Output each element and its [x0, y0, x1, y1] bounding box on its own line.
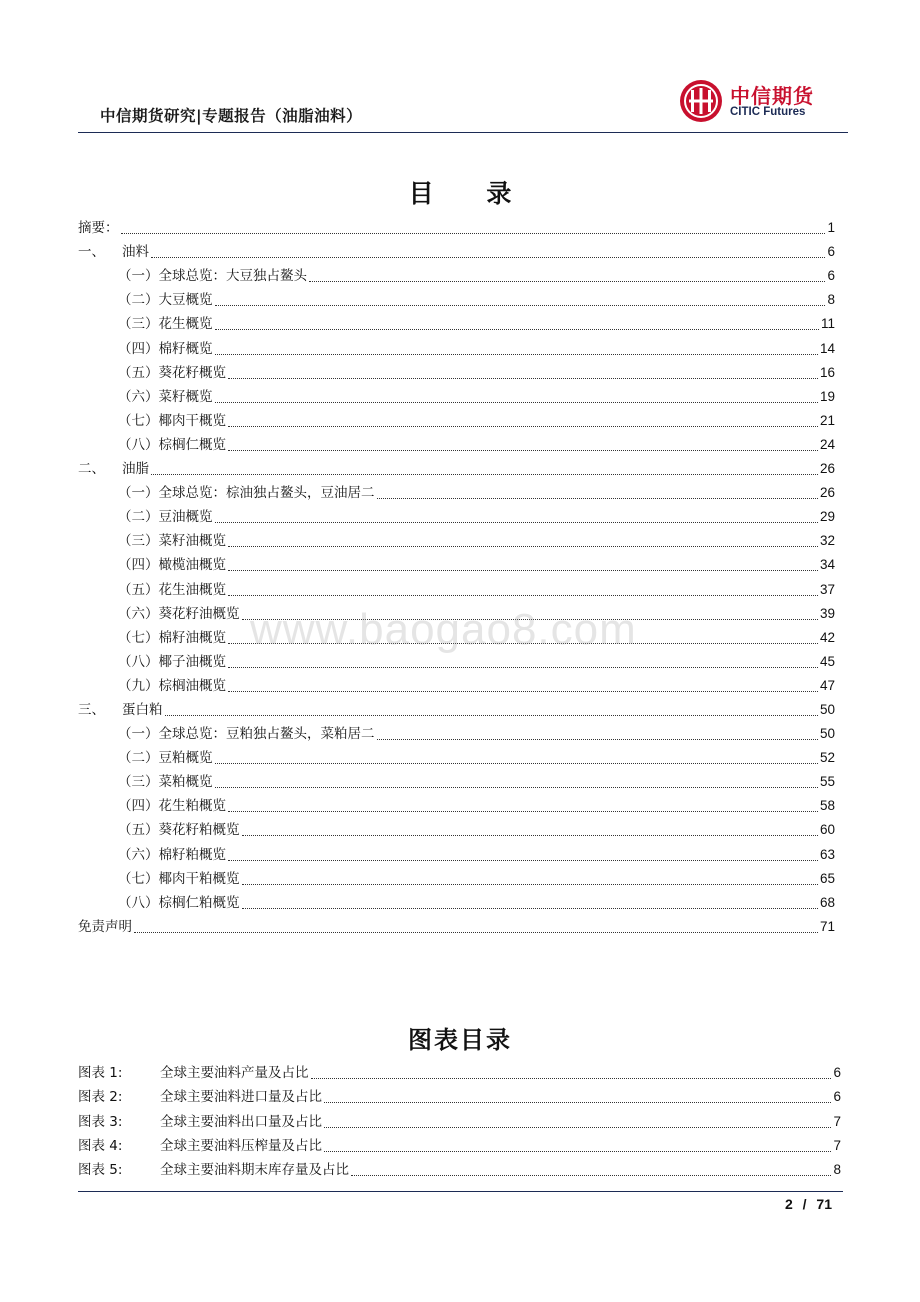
toc-entry-number: 三、 — [78, 701, 105, 718]
toc-entry[interactable] — [78, 312, 835, 336]
toc-entry[interactable] — [78, 336, 835, 360]
toc-entry[interactable] — [78, 722, 835, 746]
toc-entry-label: （五）花生油概览 — [118, 581, 226, 598]
toc-entry-label: （四）棉籽概览 — [118, 340, 213, 357]
figure-leader-dots — [324, 1101, 831, 1103]
toc-leader-dots — [121, 232, 826, 234]
toc-entry[interactable] — [78, 842, 835, 866]
toc-leader-dots — [242, 907, 818, 909]
toc-leader-dots — [228, 377, 818, 379]
toc-list — [78, 216, 835, 939]
toc-entry-page: 16 — [819, 364, 835, 380]
toc-entry[interactable] — [78, 794, 835, 818]
toc-leader-dots — [377, 738, 818, 740]
toc-entry-page: 60 — [819, 822, 835, 838]
figure-entry-page: 7 — [833, 1113, 841, 1129]
toc-entry-label: （三）菜粕概览 — [118, 774, 213, 791]
toc-entry-page: 58 — [819, 798, 835, 814]
toc-entry-label: （七）棉籽油概览 — [118, 629, 226, 646]
toc-entry-page: 52 — [819, 750, 835, 766]
toc-entry-page: 24 — [819, 436, 835, 452]
citic-logo-icon — [678, 78, 724, 124]
toc-entry-number: 一、 — [78, 244, 105, 261]
toc-entry-page: 55 — [819, 774, 835, 790]
toc-entry[interactable] — [78, 577, 835, 601]
toc-entry-label: （七）椰肉干概览 — [118, 412, 226, 429]
toc-entry-label: （一）全球总览：豆粕独占鳌头，菜粕居二 — [118, 726, 375, 743]
figure-list-title: 图表目录 — [408, 1026, 512, 1054]
toc-entry-page: 26 — [819, 485, 835, 501]
toc-entry-label: 免责声明 — [78, 918, 132, 935]
toc-entry-label: （六）菜籽概览 — [118, 388, 213, 405]
figure-leader-dots — [311, 1077, 832, 1079]
figure-entry-label: 全球主要油料压榨量及占比 — [160, 1137, 322, 1154]
toc-leader-dots — [228, 810, 818, 812]
toc-leader-dots — [215, 762, 818, 764]
toc-entry-label: （二）豆油概览 — [118, 509, 213, 526]
toc-entry-page: 63 — [819, 846, 835, 862]
toc-entry[interactable] — [78, 457, 835, 481]
toc-entry[interactable] — [78, 409, 835, 433]
toc-leader-dots — [309, 280, 825, 282]
toc-entry-label: （三）菜籽油概览 — [118, 533, 226, 550]
toc-entry[interactable] — [78, 891, 835, 915]
figure-entry-label: 全球主要油料进口量及占比 — [160, 1089, 322, 1106]
page-total: 71 — [816, 1196, 832, 1212]
toc-leader-dots — [165, 714, 818, 716]
toc-entry-page: 19 — [819, 388, 835, 404]
figure-entry-page: 6 — [833, 1089, 841, 1105]
toc-entry[interactable] — [78, 674, 835, 698]
toc-entry-page: 71 — [819, 918, 835, 934]
toc-entry[interactable] — [78, 264, 835, 288]
figure-entry-number: 图表 2: — [78, 1089, 123, 1106]
figure-entry-label: 全球主要油料产量及占比 — [160, 1065, 309, 1082]
toc-leader-dots — [242, 834, 818, 836]
toc-entry-label: （二）豆粕概览 — [118, 750, 213, 767]
toc-leader-dots — [228, 859, 818, 861]
toc-leader-dots — [151, 256, 825, 258]
header-title: 中信期货研究|专题报告（油脂油料） — [100, 107, 363, 125]
toc-entry-page: 32 — [819, 533, 835, 549]
toc-entry-page: 50 — [819, 701, 835, 717]
toc-leader-dots — [228, 569, 818, 571]
toc-leader-dots — [215, 786, 818, 788]
figure-entry-label: 全球主要油料出口量及占比 — [160, 1113, 322, 1130]
toc-leader-dots — [242, 883, 818, 885]
toc-entry-label: 油料 — [122, 244, 149, 261]
toc-entry-label: （七）椰肉干粕概览 — [118, 870, 240, 887]
toc-leader-dots — [215, 401, 818, 403]
toc-entry[interactable] — [78, 529, 835, 553]
toc-entry[interactable] — [78, 433, 835, 457]
toc-entry[interactable] — [78, 553, 835, 577]
figure-entry[interactable] — [78, 1109, 841, 1133]
toc-leader-dots — [151, 473, 818, 475]
toc-entry[interactable] — [78, 216, 835, 240]
toc-entry[interactable] — [78, 361, 835, 385]
toc-entry[interactable] — [78, 240, 835, 264]
toc-entry-page: 21 — [819, 412, 835, 428]
toc-leader-dots — [228, 449, 818, 451]
toc-entry-page: 65 — [819, 870, 835, 886]
toc-entry-label: （一）全球总览：大豆独占鳌头 — [118, 268, 307, 285]
toc-leader-dots — [228, 594, 818, 596]
toc-leader-dots — [134, 931, 818, 933]
toc-entry-page: 34 — [819, 557, 835, 573]
figure-leader-dots — [324, 1126, 831, 1128]
footer-rule — [78, 1191, 843, 1192]
toc-entry-page: 26 — [819, 461, 835, 477]
toc-entry[interactable] — [78, 867, 835, 891]
toc-entry-page: 50 — [819, 726, 835, 742]
toc-entry-label: （九）棕榈油概览 — [118, 677, 226, 694]
figure-entry[interactable] — [78, 1158, 841, 1182]
figure-entry-label: 全球主要油料期末库存量及占比 — [160, 1161, 349, 1178]
figure-entry-number: 图表 1: — [78, 1065, 123, 1082]
toc-leader-dots — [228, 690, 818, 692]
toc-entry-label: （五）葵花籽粕概览 — [118, 822, 240, 839]
figure-entry-number: 图表 5: — [78, 1161, 123, 1178]
figure-entry[interactable] — [78, 1061, 841, 1085]
toc-entry-label: 摘要： — [78, 220, 119, 237]
toc-leader-dots — [228, 545, 818, 547]
toc-entry-label: （四）花生粕概览 — [118, 798, 226, 815]
toc-entry-page: 14 — [819, 340, 835, 356]
toc-entry[interactable] — [78, 915, 835, 939]
toc-entry-label: （八）椰子油概览 — [118, 653, 226, 670]
toc-entry-label: （二）大豆概览 — [118, 292, 213, 309]
toc-entry-page: 45 — [819, 653, 835, 669]
logo-english-text: CITIC Futures — [730, 106, 806, 118]
toc-entry[interactable] — [78, 505, 835, 529]
toc-entry-label: （四）橄榄油概览 — [118, 557, 226, 574]
toc-entry-page: 6 — [827, 244, 835, 260]
toc-entry[interactable] — [78, 385, 835, 409]
page-number — [785, 1196, 832, 1212]
figure-entry-number: 图表 4: — [78, 1137, 123, 1154]
toc-entry[interactable] — [78, 481, 835, 505]
figure-entry-page: 8 — [833, 1161, 841, 1177]
toc-title: 目 录 — [408, 179, 534, 208]
toc-entry[interactable] — [78, 288, 835, 312]
toc-leader-dots — [377, 497, 818, 499]
toc-entry-label: （六）葵花籽油概览 — [118, 605, 240, 622]
toc-entry[interactable] — [78, 818, 835, 842]
figure-leader-dots — [324, 1150, 831, 1152]
page-header — [78, 70, 848, 133]
toc-entry-label: （五）葵花籽概览 — [118, 364, 226, 381]
toc-leader-dots — [215, 521, 818, 523]
figure-entry[interactable] — [78, 1134, 841, 1158]
toc-entry-page: 11 — [820, 316, 835, 332]
toc-entry-number: 二、 — [78, 461, 105, 478]
page-separator: / — [802, 1196, 807, 1212]
toc-entry-label: （八）棕榈仁概览 — [118, 436, 226, 453]
toc-entry-page: 42 — [819, 629, 835, 645]
toc-entry-page: 1 — [827, 220, 835, 236]
logo-chinese-text: 中信期货 — [730, 84, 814, 108]
toc-entry-page: 68 — [819, 894, 835, 910]
figure-leader-dots — [351, 1174, 831, 1176]
watermark: www.baogao8.com — [250, 605, 637, 654]
toc-leader-dots — [215, 328, 819, 330]
toc-entry-page: 6 — [827, 268, 835, 284]
toc-entry-label: 油脂 — [122, 461, 149, 478]
figure-entry[interactable] — [78, 1085, 841, 1109]
brand-logo — [678, 78, 828, 124]
figure-entry-page: 7 — [833, 1137, 841, 1153]
toc-entry-page: 39 — [819, 605, 835, 621]
toc-leader-dots — [228, 666, 818, 668]
toc-entry-page: 29 — [819, 509, 835, 525]
toc-entry-label: （三）花生概览 — [118, 316, 213, 333]
toc-entry-label: （八）棕榈仁粕概览 — [118, 894, 240, 911]
page-current: 2 — [784, 1196, 793, 1212]
toc-leader-dots — [228, 425, 818, 427]
toc-entry-label: 蛋白粕 — [122, 701, 163, 718]
figure-entry-number: 图表 3: — [78, 1113, 123, 1130]
toc-leader-dots — [215, 353, 818, 355]
toc-entry-page: 37 — [819, 581, 835, 597]
toc-entry-label: （一）全球总览：棕油独占鳌头，豆油居二 — [118, 485, 375, 502]
figure-entry-page: 6 — [833, 1065, 841, 1081]
toc-entry[interactable] — [78, 698, 835, 722]
toc-entry-page: 47 — [819, 677, 835, 693]
toc-entry-page: 8 — [827, 292, 835, 308]
toc-entry[interactable] — [78, 746, 835, 770]
toc-leader-dots — [215, 304, 826, 306]
toc-entry[interactable] — [78, 770, 835, 794]
figure-list — [78, 1061, 841, 1182]
toc-entry-label: （六）棉籽粕概览 — [118, 846, 226, 863]
